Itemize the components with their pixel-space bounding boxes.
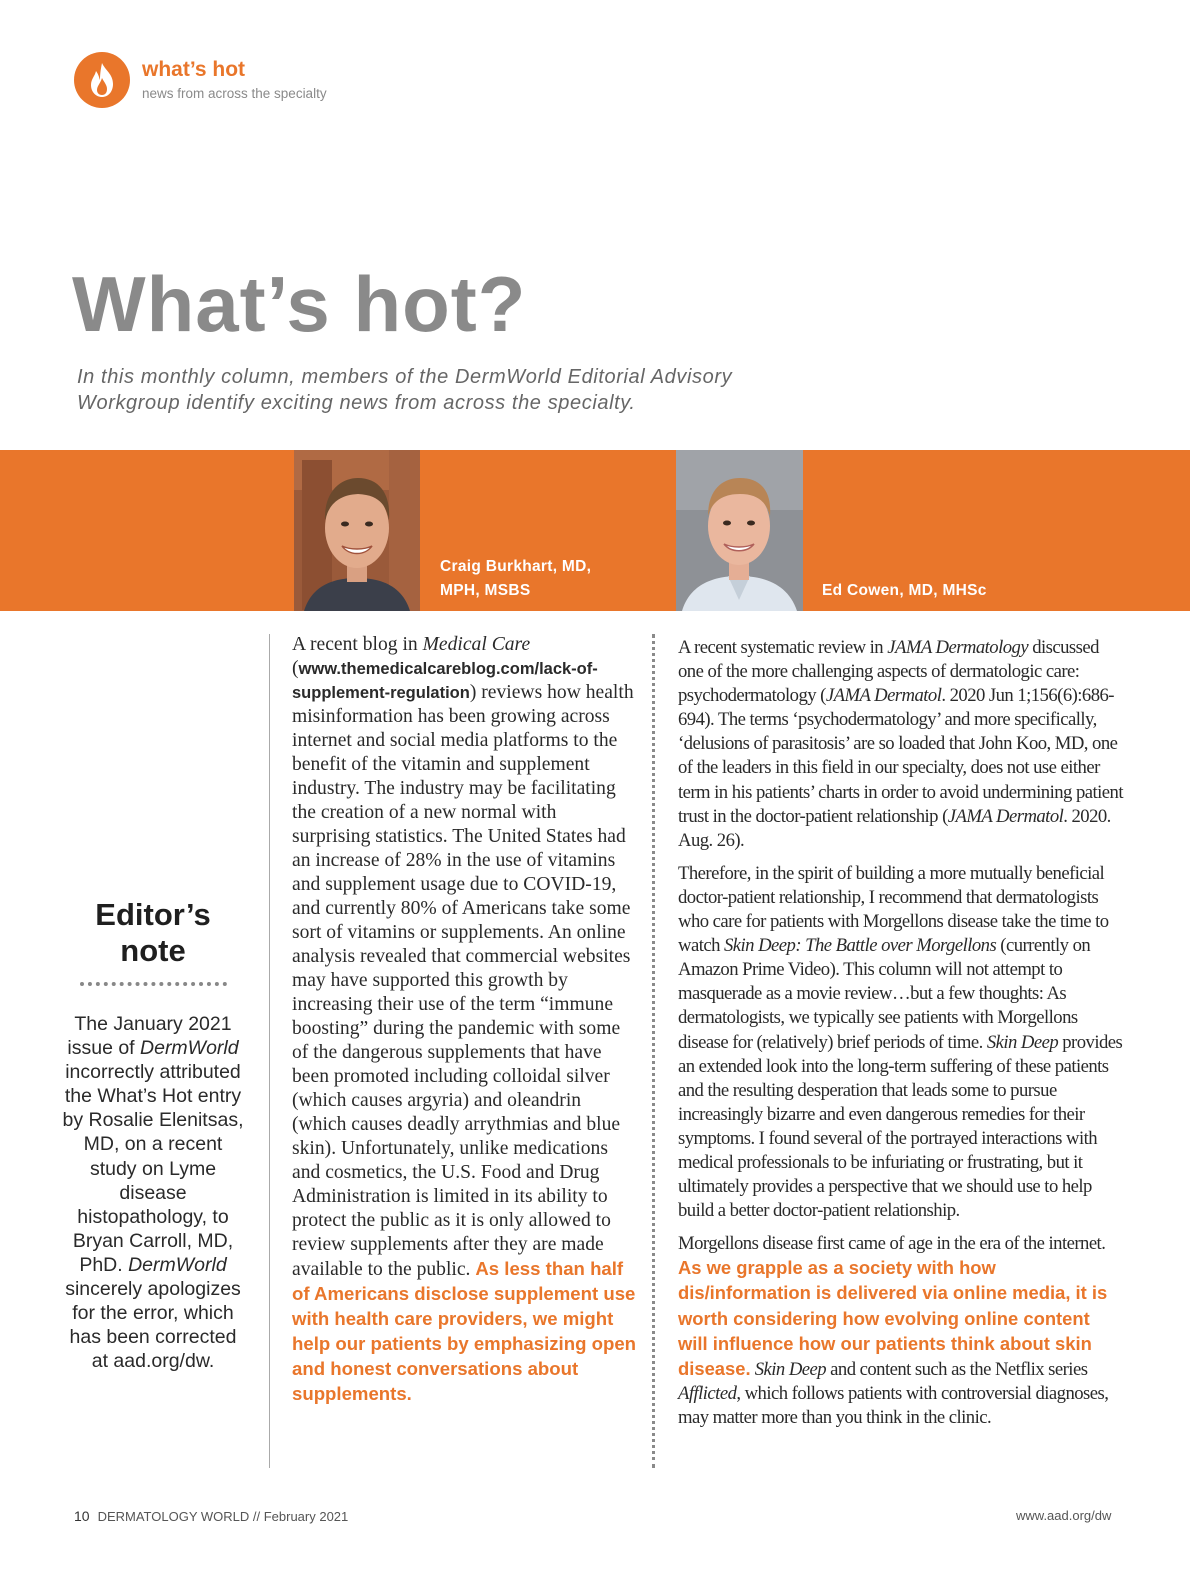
editors-note-heading-line: Editor’s — [95, 897, 211, 932]
section-logo — [74, 52, 130, 108]
text-run: Therefore, in the spirit of building a more mutually beneficial doctor-patient relationship, I recommend that dermatologists who care for patients with Morgellons disease take the time to watch — [678, 862, 1109, 957]
author-name-line: MPH, MSBS — [440, 582, 531, 599]
article-link[interactable]: www.themedicalcareblog.com/lack-of-supplement-regulation — [292, 660, 598, 702]
text-run: ) reviews how health misinformation has been growing across internet and social media platforms to the benefit of the vitamin and supplement industry. The industry may be facilitating the creation of a new normal with surprising statistics. The United States had an increase of 28% in the use of vitamins and supplement usage due to COVID-19, and currently 80% of Americans take some sort of vitamins or supplements. An online analysis revealed that commercial websites may have supported this growth by increasing their use of the term “immune boosting” during the pandemic with some of the dangerous supplements that have been promoted including colloidal silver (which causes argyria) and oleandrin (which causes deadly arrythmias and blue skin). Unfortunately, unlike medications and cosmetics, the U.S. Food and Drug Administration is limited in its ability to protect the public as it is only allowed to review supplements after they are made available to the public. — [292, 682, 634, 1280]
footer-url[interactable]: www.aad.org/dw — [1016, 1508, 1112, 1523]
highlighted-text: As we grapple as a society with how dis/information is delivered via online media, it is worth considering how evolving online content will influence how our patients think about skin disease. — [678, 1257, 1108, 1379]
paragraph — [678, 636, 1123, 853]
journal-name: Medical Care — [422, 634, 531, 655]
paragraph — [678, 862, 1123, 1223]
intro-text: In this monthly column, members of the DermWorld Editorial Advisory Workgroup identify exciting news from across the specialty. — [77, 366, 733, 414]
text-run: A recent systematic review in — [678, 637, 888, 658]
flame-icon — [85, 61, 119, 99]
text-run: ( — [292, 658, 299, 679]
publication-info: DERMATOLOGY WORLD // February 2021 — [97, 1509, 349, 1524]
dotted-column-divider — [652, 634, 655, 1468]
text-run: , which follows patients with controversial diagnoses, may matter more than you think in the clinic. — [678, 1382, 1109, 1428]
editors-note-heading — [60, 897, 246, 969]
text-run: and content such as the Netflix series — [826, 1358, 1088, 1380]
series-title: Afflicted — [678, 1382, 737, 1404]
text-run: incorrectly attributed the What’s Hot entry by Rosalie Elenitsas, MD, on a recent study on Lyme disease histopathology, to Bryan Carroll, MD, PhD. — [62, 1061, 244, 1276]
section-title: what’s hot — [142, 58, 246, 81]
paragraph — [678, 1232, 1123, 1430]
author-name-cowen: Ed Cowen, MD, MHSc — [822, 582, 987, 599]
column-divider — [269, 634, 270, 1468]
text-run: . 2020. Aug. 26). — [678, 805, 1111, 851]
article-burkhart — [292, 633, 637, 1407]
text-run: discussed one of the more challenging aspects of dermatologic care: psychodermatology ( — [678, 637, 1099, 707]
text-run: A recent blog in — [292, 634, 423, 655]
page-title: What’s hot? — [72, 260, 527, 348]
author-photo-burkhart — [294, 450, 420, 611]
dotted-divider — [80, 982, 227, 986]
journal-name: JAMA Dermatol — [947, 805, 1064, 827]
text-run: (currently on Amazon Prime Video). This column will not attempt to masquerade as a movie review…but a few thoughts: As dermatologists, we typically see patients with Morgellons disease for (relatively) brief periods of time. — [678, 935, 1091, 1053]
author-photo-cowen — [676, 450, 803, 611]
author-name-burkhart — [440, 555, 670, 603]
editors-note-body — [60, 1012, 246, 1373]
author-name-line: Craig Burkhart, MD, — [440, 558, 592, 575]
section-subtitle: news from across the specialty — [142, 86, 327, 101]
text-run: sincerely apologizes for the error, which has been corrected at aad.org/dw. — [65, 1278, 241, 1373]
publication-name: DermWorld — [128, 1253, 227, 1276]
text-run: provides an extended look into the long-term suffering of these patients and the resulting desperation that leads some to pursue increasingly bizarre and even dangerous remedies for their symptoms. I found several of the portrayed interactions with medical professionals to be infuriating or frustrating, but it ultimately provides a perspective that we should use to help build a better doctor-patient relationship. — [678, 1031, 1123, 1222]
text-run: . 2020 Jun 1;156(6):686-694). The terms ‘psychodermatology’ and more specifically, ‘delusions of parasitosis’ are so loaded that John Koo, MD, one of the leaders in this field in our specialty, does not use either term in his patients’ charts in order to avoid undermining patient trust in the doctor-patient relationship ( — [678, 685, 1123, 827]
page-number: 10 — [74, 1508, 90, 1524]
highlighted-text: As less than half of Americans disclose supplement use with health care providers, we might help our patients by emphasizing open and honest conversations about supplements. — [292, 1258, 637, 1404]
publication-name: DermWorld — [140, 1037, 239, 1060]
text-run: Morgellons disease first came of age in the era of the internet. — [678, 1233, 1106, 1255]
text-run: The January 2021 issue of — [67, 1013, 232, 1060]
journal-name: JAMA Dermatology — [887, 637, 1029, 658]
journal-name: JAMA Dermatol — [825, 685, 942, 707]
film-title: Skin Deep — [754, 1358, 827, 1380]
editors-note-heading-line: note — [120, 933, 186, 968]
film-title: Skin Deep: The Battle over Morgellons — [724, 935, 997, 957]
article-cowen — [678, 636, 1123, 1439]
film-title: Skin Deep — [986, 1031, 1059, 1053]
footer-left — [74, 1508, 348, 1524]
